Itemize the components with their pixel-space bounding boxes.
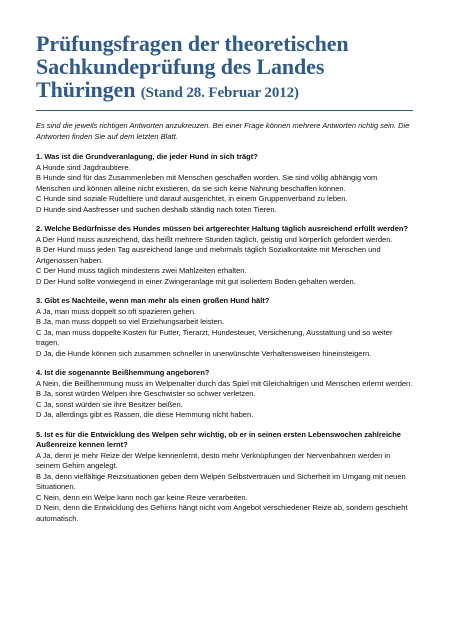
question-4 bbox=[36, 368, 413, 421]
answer-d: D Ja, die Hunde können sich zusammen schneller in unerwünschte Verhaltensweisen hineinsteigern. bbox=[36, 348, 372, 358]
answer-d: D Der Hund sollte vorwiegend in einer Zwingeranlage mit gut isoliertem Boden gehalten werden. bbox=[36, 276, 356, 286]
answer-a: A Ja, man muss doppelt so oft spazieren gehen. bbox=[36, 306, 197, 316]
answer-c: C Hunde sind soziale Rudeltiere und darauf ausgerichtet, in einem Gruppenverband zu leben. bbox=[36, 194, 348, 203]
title-main: Prüfungsfragen der theoretischen Sachkundeprüfung des Landes Thüringen bbox=[36, 31, 349, 102]
answer-d: D Nein, denn die Entwicklung des Gehirns hängt nicht vom Angebot verschiedener Reize ab, sondern geschieht automatisch. bbox=[36, 503, 408, 523]
document-title bbox=[36, 32, 413, 105]
question-5 bbox=[36, 430, 413, 525]
answer-a: A Nein, die Beißhemmung muss im Welpenalter durch das Spiel mit Gleichaltrigen und Menschen erlernt werden. bbox=[36, 378, 413, 388]
answer-c: C Der Hund muss täglich mindestens zwei Mahlzeiten erhalten. bbox=[36, 266, 247, 275]
answer-b: B Ja, denn vielfältige Reizsituationen geben dem Welpen Selbstvertrauen und Sicherheit im Umgang mit neuen Situationen. bbox=[36, 471, 406, 491]
answer-a: A Hunde sind Jagdraubtiere. bbox=[36, 162, 131, 172]
answer-a: A Der Hund muss ausreichend, das heißt mehrere Stunden täglich, geistig und körperlich gefordert werden. bbox=[36, 234, 393, 244]
title-stand-date: (Stand 28. Februar 2012) bbox=[140, 85, 299, 101]
question-title: 5. Ist es für die Entwicklung des Welpen sehr wichtig, ob er in seinen ersten Lebenswochen zahlreiche Außenreize kennen lernt? bbox=[36, 429, 401, 449]
question-title: 2. Welche Bedürfnisse des Hundes müssen bei artgerechter Haltung täglich ausreichend erfüllt werden? bbox=[36, 224, 409, 233]
answer-d: D Hunde sind Aasfresser und suchen deshalb ständig nach toten Tieren. bbox=[36, 204, 277, 214]
answer-b: B Ja, man muss doppelt so viel Erziehungsarbeit leisten. bbox=[36, 317, 225, 326]
question-1 bbox=[36, 152, 413, 215]
answer-c: C Ja, sonst würden sie ihre Besitzer beißen. bbox=[36, 399, 183, 409]
intro-text: Es sind die jeweils richtigen Antworten anzukreuzen. Bei einer Frage können mehrere Antworten richtig sein. Die Antworten finden Sie auf dem letzten Blatt. bbox=[36, 121, 410, 141]
answer-b: B Hunde sind für das Zusammenleben mit Menschen geschaffen worden. Sie sind völlig abhängig vom Menschen und können alleine nicht existieren, da sie sich keine Nahrung beschaffen können. bbox=[36, 173, 378, 193]
question-title: 3. Gibt es Nachteile, wenn man mehr als einen großen Hund hält? bbox=[36, 296, 270, 305]
answer-c: C Nein, denn ein Welpe kann noch gar keine Reize verarbeiten. bbox=[36, 492, 248, 502]
title-divider bbox=[36, 110, 413, 111]
answer-a: A Ja, denn je mehr Reize der Welpe kennenlernt, desto mehr Verknüpfungen der Nervenbahnen werden in seinem Gehirn angelegt. bbox=[36, 450, 391, 470]
question-2 bbox=[36, 224, 413, 287]
question-3 bbox=[36, 296, 413, 359]
question-title: 1. Was ist die Grundveranlagung, die jeder Hund in sich trägt? bbox=[36, 152, 258, 161]
answer-d: D Ja, allerdings gibt es Rassen, die diese Hemmung nicht haben. bbox=[36, 410, 254, 419]
answer-b: B Der Hund muss jeden Tag ausreichend lange und mehrmals täglich Sozialkontakte mit Menschen und Artgenossen haben. bbox=[36, 245, 381, 265]
question-title: 4. Ist die sogenannte Beißhemmung angeboren? bbox=[36, 368, 210, 377]
answer-c: C Ja, man muss doppelte Kosten für Futter, Tierarzt, Hundesteuer, Versicherung, Ausstattung und so weiter tragen. bbox=[36, 327, 393, 347]
answer-b: B Ja, sonst würden Welpen ihre Geschwister so schwer verletzen. bbox=[36, 389, 256, 398]
